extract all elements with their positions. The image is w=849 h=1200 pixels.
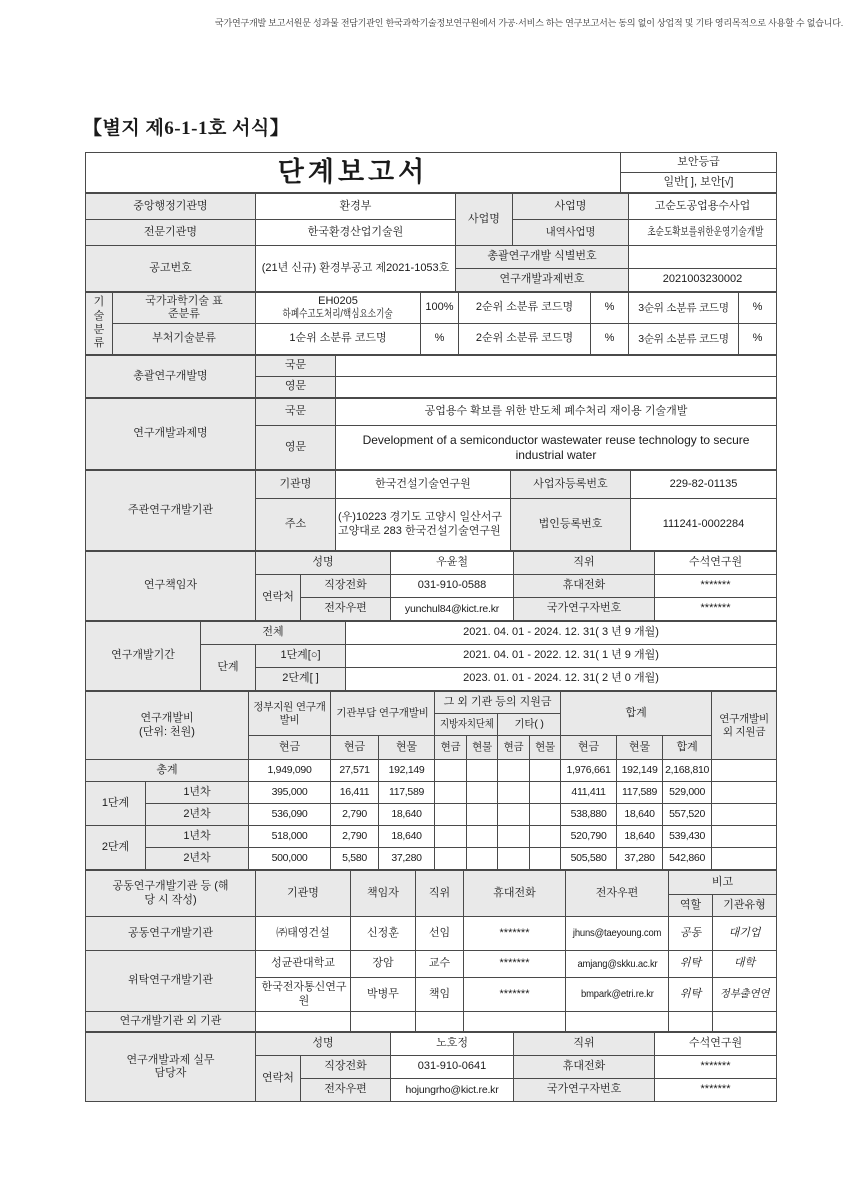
budget-cell (435, 804, 467, 826)
staff-name-value: 노호정 (391, 1033, 514, 1056)
lead-corp-value: 111241-0002284 (631, 499, 777, 551)
staff-name-label: 성명 (256, 1033, 391, 1056)
dept-third-pct: % (739, 324, 777, 355)
partners-org-header: 기관명 (256, 871, 351, 917)
budget-cell (498, 804, 530, 826)
pi-mobile-label: 휴대전화 (514, 575, 655, 598)
budget-cell (530, 804, 561, 826)
partner-mobile (464, 1012, 566, 1032)
agency-section (85, 193, 777, 292)
budget-cell: 500,000 (249, 848, 331, 870)
lead-orgname-value: 한국건설기술연구원 (336, 471, 511, 499)
subprogram-label: 내역사업명 (513, 220, 629, 246)
staff-rid-value: ******* (655, 1079, 777, 1102)
pi-name-label: 성명 (256, 552, 391, 575)
lead-addr-label: 주소 (256, 499, 336, 551)
budget-cell: 538,880 (561, 804, 617, 826)
partner-email: jhuns@taeyoung.com (566, 917, 669, 951)
budget-stage-label: 2단계 (86, 826, 146, 870)
partner-email: bmpark@etri.re.kr (566, 978, 669, 1012)
budget-cell (467, 848, 498, 870)
program-value: 고순도공업용수사업 (629, 194, 777, 220)
period-total-value: 2021. 04. 01 - 2024. 12. 31( 3 년 9 개월) (346, 622, 777, 645)
budget-row-total (86, 760, 777, 782)
budget-cell: 18,640 (379, 826, 435, 848)
pi-rid-label: 국가연구자번호 (514, 598, 655, 621)
partner-type: 위탁연구개발기관 (86, 951, 256, 1012)
budget-local-header: 지방자치단체 (435, 714, 498, 736)
copyright-disclaimer: 국가연구개발 보고서원문 성과물 전담기관인 한국과학기술정보연구원에서 가공·서비스 하는 연구보고서는 동의 없이 상업적 및 기타 영리목적으로 사용할 수 없습니다. (215, 18, 843, 28)
budget-etc-header: 기타( ) (498, 714, 561, 736)
budget-col-cash: 현금 (498, 736, 530, 760)
staff-pos-value: 수석연구원 (655, 1033, 777, 1056)
project-eng-value: Development of a semiconductor wastewater reuse technology to secure industrial water (336, 426, 777, 470)
budget-cell: 2,168,810 (663, 760, 712, 782)
overall-kor-value (336, 356, 777, 377)
pi-phone-value: 031-910-0588 (391, 575, 514, 598)
lead-addr-value: (우)10223 경기도 고양시 일산서구 고양대로 283 한국건설기술연구원 (336, 499, 511, 551)
budget-cell: 117,589 (617, 782, 663, 804)
lead-biz-label: 사업자등록번호 (511, 471, 631, 499)
staff-mobile-value: ******* (655, 1056, 777, 1079)
partner-row (86, 917, 777, 951)
partners-note-header: 비고 (669, 871, 777, 895)
budget-section (85, 691, 777, 870)
dept-second-pct: % (591, 324, 629, 355)
overall-name-label: 총괄연구개발명 (86, 356, 256, 398)
budget-cell: 529,000 (663, 782, 712, 804)
partner-orgtype: 정부출연연 (713, 978, 777, 1012)
budget-cell (435, 826, 467, 848)
pi-email-value: yunchul84@kict.re.kr (391, 598, 514, 621)
period-total-label: 전체 (201, 622, 346, 645)
staff-phone-label: 직장전화 (301, 1056, 391, 1079)
partner-type: 연구개발기관 외 기관 (86, 1012, 256, 1032)
period-section (85, 621, 777, 691)
std-class-value (256, 293, 421, 324)
partner-mobile: ******* (464, 917, 566, 951)
budget-cell: 542,860 (663, 848, 712, 870)
partner-mobile: ******* (464, 978, 566, 1012)
security-grade-value: 일반[ ], 보안[√] (621, 173, 777, 193)
staff-mobile-label: 휴대전화 (514, 1056, 655, 1079)
budget-row (86, 826, 777, 848)
budget-cell: 2,790 (331, 804, 379, 826)
budget-year-label: 2년차 (146, 804, 249, 826)
partner-email (566, 1012, 669, 1032)
budget-cell: 16,411 (331, 782, 379, 804)
program-label: 사업명 (513, 194, 629, 220)
budget-cell: 505,580 (561, 848, 617, 870)
budget-col-inkind: 현물 (617, 736, 663, 760)
std-third-pct: % (739, 293, 777, 324)
pi-phone-label: 직장전화 (301, 575, 391, 598)
partner-role: 공동 (669, 917, 713, 951)
budget-cell: 411,411 (561, 782, 617, 804)
staff-contact-label: 연락처 (256, 1056, 301, 1102)
ministry-label: 중앙행정기관명 (86, 194, 256, 220)
project-name-section (85, 398, 777, 470)
partner-pos: 교수 (416, 951, 464, 978)
budget-cell: 1,976,661 (561, 760, 617, 782)
partners-section (85, 870, 777, 1032)
lead-biz-value: 229-82-01135 (631, 471, 777, 499)
staff-email-label: 전자우편 (301, 1079, 391, 1102)
partners-email-header: 전자우편 (566, 871, 669, 917)
tech-group-label: 기술분류 (86, 293, 113, 355)
period-s1-label: 1단계[○] (256, 645, 346, 668)
budget-row (86, 804, 777, 826)
partner-orgtype (713, 1012, 777, 1032)
agency-label: 전문기관명 (86, 220, 256, 246)
security-grade-label: 보안등급 (621, 153, 777, 173)
master-id-value (629, 246, 777, 269)
budget-year-label: 2년차 (146, 848, 249, 870)
partner-name: 신정훈 (351, 917, 416, 951)
partner-row (86, 951, 777, 978)
budget-cell: 2,790 (331, 826, 379, 848)
project-kor-value: 공업용수 확보를 위한 반도체 폐수처리 재이용 기술개발 (336, 399, 777, 426)
budget-cell: 536,090 (249, 804, 331, 826)
project-eng-label: 영문 (256, 426, 336, 470)
project-name-label: 연구개발과제명 (86, 399, 256, 470)
budget-label: 연구개발비 (단위: 천원) (86, 692, 249, 760)
budget-cell (435, 848, 467, 870)
pi-contact-label: 연락처 (256, 575, 301, 621)
budget-cell (712, 848, 777, 870)
budget-cell: 5,580 (331, 848, 379, 870)
period-s2-value: 2023. 01. 01 - 2024. 12. 31( 2 년 0 개월) (346, 668, 777, 691)
lead-corp-label: 법인등록번호 (511, 499, 631, 551)
budget-cell: 37,280 (617, 848, 663, 870)
budget-col-cash: 현금 (561, 736, 617, 760)
partner-pos (416, 1012, 464, 1032)
overall-kor-label: 국문 (256, 356, 336, 377)
budget-col-cash: 현금 (331, 736, 379, 760)
project-no-label: 연구개발과제번호 (456, 269, 629, 292)
budget-cell: 18,640 (617, 804, 663, 826)
partners-name-header: 책임자 (351, 871, 416, 917)
pi-name-value: 우윤철 (391, 552, 514, 575)
budget-cell: 27,571 (331, 760, 379, 782)
pi-pos-value: 수석연구원 (655, 552, 777, 575)
std-class-label: 국가과학기술 표준분류 (113, 293, 256, 324)
pi-pos-label: 직위 (514, 552, 655, 575)
budget-col-cash: 현금 (435, 736, 467, 760)
tech-class-section (85, 292, 777, 355)
budget-cell (530, 826, 561, 848)
partner-name: 박병무 (351, 978, 416, 1012)
budget-cell (530, 848, 561, 870)
staff-rid-label: 국가연구자번호 (514, 1079, 655, 1102)
partner-pos: 선임 (416, 917, 464, 951)
agency-value: 한국환경산업기술원 (256, 220, 456, 246)
notice-label: 공고번호 (86, 246, 256, 292)
dept-class-label: 부처기술분류 (113, 324, 256, 355)
budget-cell (498, 848, 530, 870)
period-s1-value: 2021. 04. 01 - 2022. 12. 31( 1 년 9 개월) (346, 645, 777, 668)
partner-org (256, 1012, 351, 1032)
partners-orgtype-header: 기관유형 (713, 895, 777, 917)
overall-name-section (85, 355, 777, 398)
partner-org: ㈜태영건설 (256, 917, 351, 951)
budget-cell (530, 760, 561, 782)
partners-mobile-header: 휴대전화 (464, 871, 566, 917)
staff-section (85, 1032, 777, 1102)
budget-cell (498, 782, 530, 804)
budget-row-label: 총계 (86, 760, 249, 782)
partners-label: 공동연구개발기관 등 (해당 시 작성) (86, 871, 256, 917)
pi-rid-value: ******* (655, 598, 777, 621)
staff-pos-label: 직위 (514, 1033, 655, 1056)
budget-cell: 117,589 (379, 782, 435, 804)
partner-org: 한국전자통신연구원 (256, 978, 351, 1012)
budget-col-inkind: 현물 (467, 736, 498, 760)
std-second-placeholder: 2순위 소분류 코드명 (459, 293, 591, 324)
staff-label: 연구개발과제 실무담당자 (86, 1033, 256, 1102)
partner-role: 위탁 (669, 978, 713, 1012)
budget-cell: 539,430 (663, 826, 712, 848)
dept-first-placeholder: 1순위 소분류 코드명 (256, 324, 421, 355)
partner-orgtype: 대기업 (713, 917, 777, 951)
budget-col-cash: 현금 (249, 736, 331, 760)
lead-org-section (85, 470, 777, 551)
lead-orgname-label: 기관명 (256, 471, 336, 499)
budget-cell: 557,520 (663, 804, 712, 826)
budget-cell (467, 760, 498, 782)
partners-pos-header: 직위 (416, 871, 464, 917)
budget-cell: 520,790 (561, 826, 617, 848)
budget-cell (435, 760, 467, 782)
project-kor-label: 국문 (256, 399, 336, 426)
budget-cell (712, 782, 777, 804)
lead-org-label: 주관연구개발기관 (86, 471, 256, 551)
budget-cell (467, 804, 498, 826)
budget-col-sum: 합계 (663, 736, 712, 760)
title-section (85, 152, 777, 193)
pi-email-label: 전자우편 (301, 598, 391, 621)
budget-total-header: 합계 (561, 692, 712, 736)
budget-cell (467, 826, 498, 848)
pi-section (85, 551, 777, 621)
budget-col-inkind: 현물 (530, 736, 561, 760)
budget-row (86, 848, 777, 870)
budget-cell: 395,000 (249, 782, 331, 804)
partner-type: 공동연구개발기관 (86, 917, 256, 951)
ministry-value: 환경부 (256, 194, 456, 220)
budget-cell (712, 826, 777, 848)
budget-col-inkind: 현물 (379, 736, 435, 760)
report-table (85, 152, 776, 1102)
period-s2-label: 2단계[ ] (256, 668, 346, 691)
staff-email-value: hojungrho@kict.re.kr (391, 1079, 514, 1102)
partner-role: 위탁 (669, 951, 713, 978)
dept-second-placeholder: 2순위 소분류 코드명 (459, 324, 591, 355)
std-second-pct: % (591, 293, 629, 324)
pi-label: 연구책임자 (86, 552, 256, 621)
master-id-label: 총괄연구개발 식별번호 (456, 246, 629, 269)
notice-value: (21년 신규) 환경부공고 제2021-1053호 (256, 246, 456, 292)
partners-role-header: 역할 (669, 895, 713, 917)
budget-cell (498, 826, 530, 848)
budget-cell: 18,640 (379, 804, 435, 826)
budget-cell: 37,280 (379, 848, 435, 870)
staff-phone-value: 031-910-0641 (391, 1056, 514, 1079)
overall-eng-value (336, 377, 777, 398)
budget-other-header: 그 외 기관 등의 지원금 (435, 692, 561, 714)
budget-cell: 192,149 (617, 760, 663, 782)
partner-email: amjang@skku.ac.kr (566, 951, 669, 978)
budget-year-label: 1년차 (146, 782, 249, 804)
partner-orgtype: 대학 (713, 951, 777, 978)
partner-role (669, 1012, 713, 1032)
budget-row (86, 782, 777, 804)
period-stage-label: 단계 (201, 645, 256, 691)
partner-org: 성균관대학교 (256, 951, 351, 978)
budget-cell (712, 760, 777, 782)
budget-org-header: 기관부담 연구개발비 (331, 692, 435, 736)
subprogram-value: 초순도확보를위한운영기술개발 (629, 220, 777, 246)
partner-name (351, 1012, 416, 1032)
pi-mobile-value: ******* (655, 575, 777, 598)
overall-eng-label: 영문 (256, 377, 336, 398)
budget-cell: 1,949,090 (249, 760, 331, 782)
budget-year-label: 1년차 (146, 826, 249, 848)
std-class-code: EH0205 (318, 294, 358, 307)
form-code-label: 【별지 제6-1-1호 서식】 (83, 118, 290, 139)
std-class-pct: 100% (421, 293, 459, 324)
budget-cell (435, 782, 467, 804)
report-title: 단계보고서 (86, 153, 621, 193)
period-label: 연구개발기간 (86, 622, 201, 691)
program-group-label: 사업명 (456, 194, 513, 246)
budget-cell: 192,149 (379, 760, 435, 782)
budget-gov-header: 정부지원 연구개발비 (249, 692, 331, 736)
partner-row (86, 1012, 777, 1032)
budget-stage-label: 1단계 (86, 782, 146, 826)
partner-pos: 책임 (416, 978, 464, 1012)
std-third-placeholder: 3순위 소분류 코드명 (629, 293, 739, 324)
partner-mobile: ******* (464, 951, 566, 978)
dept-third-placeholder: 3순위 소분류 코드명 (629, 324, 739, 355)
dept-first-pct: % (421, 324, 459, 355)
budget-out-header: 연구개발비 외 지원금 (712, 692, 777, 760)
budget-cell (467, 782, 498, 804)
project-no-value: 2021003230002 (629, 269, 777, 292)
budget-cell: 518,000 (249, 826, 331, 848)
partner-name: 장암 (351, 951, 416, 978)
budget-cell: 18,640 (617, 826, 663, 848)
budget-cell (498, 760, 530, 782)
budget-cell (712, 804, 777, 826)
std-class-name: 하폐수고도처리/핵심요소기술 (282, 308, 394, 320)
budget-cell (530, 782, 561, 804)
